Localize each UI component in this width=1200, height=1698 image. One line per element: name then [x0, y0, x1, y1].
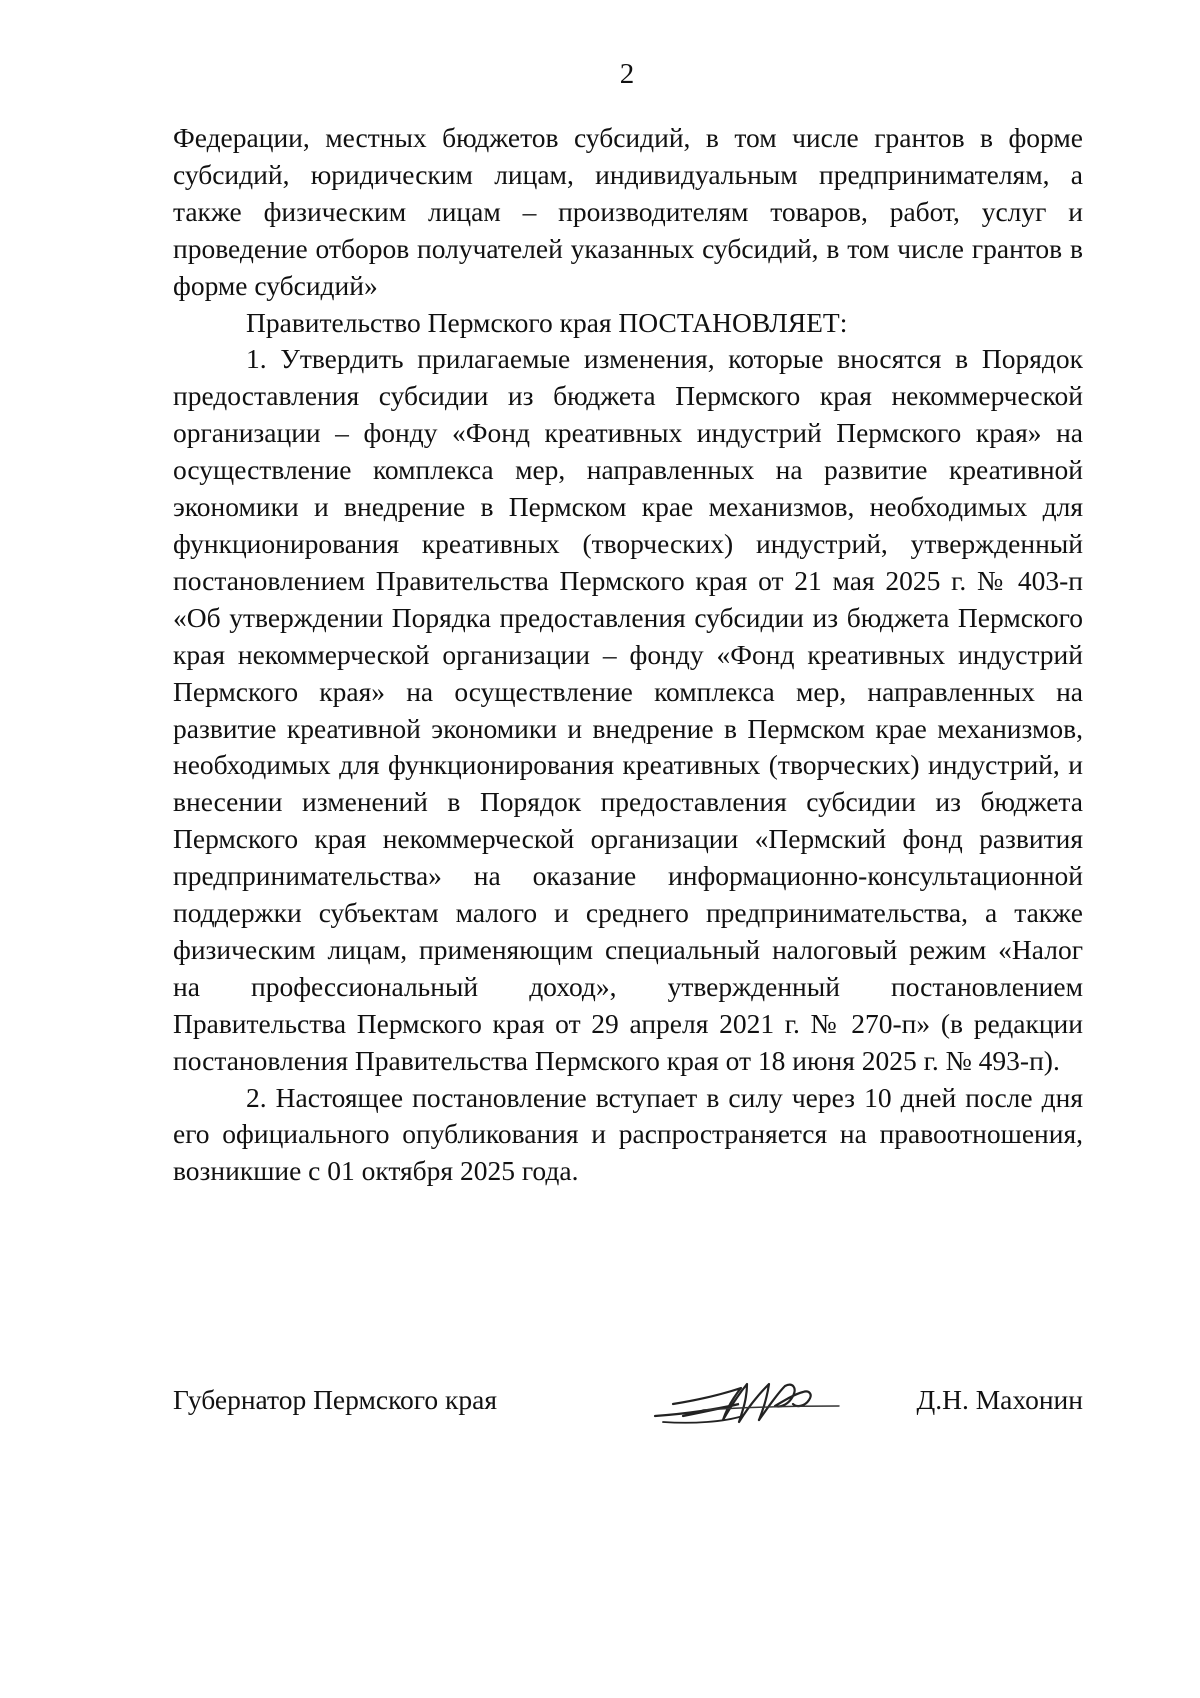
paragraph-item-2: 2. Настоящее постановление вступает в силу через 10 дней после дня его официального опубликования и распространяется на правоотношения, возникшие с 01 октября 2025 года. [173, 1081, 1083, 1187]
signatory-position: Губернатор Пермского края [173, 1384, 497, 1415]
paragraph-resolves: Правительство Пермского края ПОСТАНОВЛЯЕТ: [246, 306, 848, 338]
handwritten-signature-icon [643, 1364, 843, 1434]
signature-block [173, 1376, 1083, 1446]
page-number: 2 [619, 58, 635, 90]
paragraph-continuation: Федерации, местных бюджетов субсидий, в том числе грантов в форме субсидий, юридическим лицам, индивидуальным предпринимателям, а также физическим лицам – производителям товаров, работ, услуг и проведение отборов получателей указанных субсидий, в том числе грантов в форме субсидий» [173, 122, 1083, 301]
document-body [173, 120, 1083, 1190]
paragraph-item-1: 1. Утвердить прилагаемые изменения, которые вносятся в Порядок предоставления субсидии из бюджета Пермского края некоммерческой организации – фонду «Фонд креативных индустрий Пермского края» на осуществление комплекса мер, направленных на развитие креативной экономики и внедрение в Пермском крае механизмов, необходимых для функционирования креативных (творческих) индустрий, утвержденный постановлением Правительства Пермского края от 21 мая 2025 г. № 403-п «Об утверждении Порядка предоставления субсидии из бюджета Пермского края некоммерческой организации – фонду «Фонд креативных индустрий Пермского края» на осуществление комплекса мер, направленных на развитие креативной экономики и внедрение в Пермском крае механизмов, необходимых для функционирования креативных (творческих) индустрий, и внесении изменений в Порядок предоставления субсидии из бюджета Пермского края некоммерческой организации «Пермский фонд развития предпринимательства» на оказание информационно-консультационной поддержки субъектам малого и среднего предпринимательства, а также физическим лицам, применяющим специальный налоговый режим «Налог на профессиональный доход», утвержденный постановлением Правительства Пермского края от 29 апреля 2021 г. № 270-п» (в редакции постановления Правительства Пермского края от 18 июня 2025 г. № 493-п). [173, 343, 1083, 1076]
signatory-name: Д.Н. Махонин [916, 1384, 1083, 1415]
